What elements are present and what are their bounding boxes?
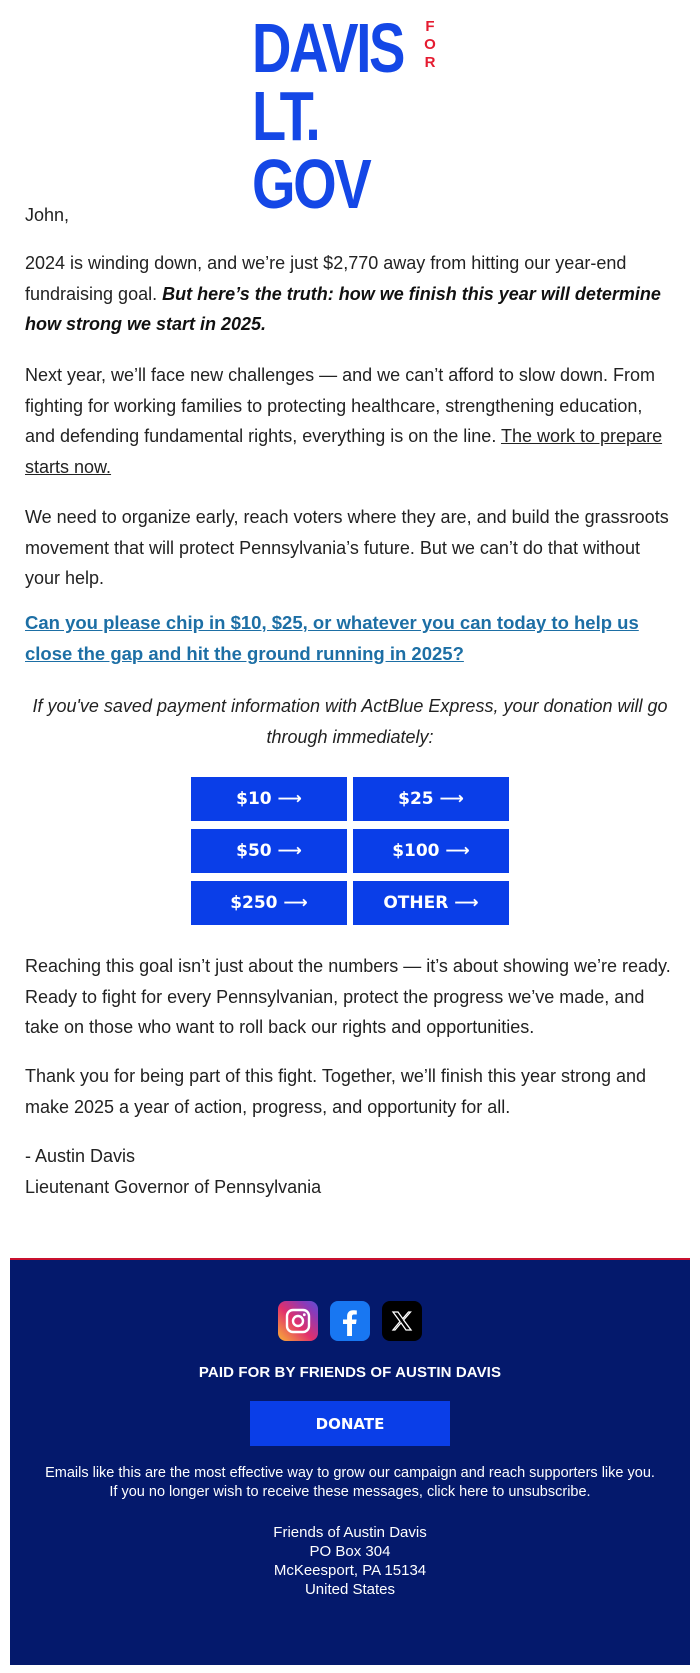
social-links (10, 1301, 690, 1341)
express-note (25, 691, 675, 752)
logo-for-letter: R (424, 54, 436, 71)
paid-for-disclaimer: PAID FOR BY FRIENDS OF AUSTIN DAVIS (198, 1364, 502, 1381)
signature-title: Lieutenant Governor of Pennsylvania (25, 1176, 322, 1197)
logo-for-letter: F (425, 18, 435, 35)
donate-other-button[interactable]: OTHER ⟶ (353, 881, 509, 925)
instagram-icon[interactable] (278, 1301, 318, 1341)
address-line: McKeesport, PA 15134 (273, 1562, 427, 1579)
logo-for (422, 18, 438, 72)
campaign-logo (252, 9, 452, 223)
logo-for-letter: O (424, 36, 436, 53)
logo-ltgov: LT. GOV (252, 77, 370, 223)
paragraph-2 (25, 360, 675, 482)
p5-text: Thank you for being part of this fight. Together, we’ll finish this year strong and make 2025 a year of action, progress, and opportunity for all. (25, 1066, 647, 1117)
donate-100-button[interactable]: $100 ⟶ (353, 829, 509, 873)
p4-text: Reaching this goal isn’t just about the numbers — it’s about showing we’re ready. Ready to fight for every Pennsylvanian, protect the progress we’ve made, and take on those who want to roll back our rights and opportunities. (25, 956, 671, 1037)
donate-250-button[interactable]: $250 ⟶ (191, 881, 347, 925)
mailing-address (10, 1523, 690, 1599)
p2-text: Next year, we’ll face new challenges — and we can’t afford to slow down. From fighting for working families to protecting healthcare, strengthening education, and defending fundamental rights, everything is on the line. (25, 365, 655, 446)
donate-10-button[interactable]: $10 ⟶ (191, 777, 347, 821)
paragraph-1 (25, 248, 675, 340)
cta-donate-link[interactable]: Can you please chip in $10, $25, or whatever you can today to help us close the gap and hit the ground running in 2025? (25, 612, 639, 664)
address-line: United States (304, 1581, 396, 1598)
p1-bold: But here’s the truth: how we finish this year will determine how strong we start in 2025. (25, 283, 661, 334)
paragraph-3 (25, 502, 675, 594)
cta-paragraph (25, 608, 675, 669)
address-line: PO Box 304 (309, 1543, 391, 1560)
salutation (25, 200, 675, 231)
donate-50-button[interactable]: $50 ⟶ (191, 829, 347, 873)
paragraph-4 (25, 951, 675, 1043)
footer-donate-button[interactable]: DONATE (250, 1401, 450, 1446)
salutation-text: John, (25, 205, 70, 225)
footer (10, 1258, 690, 1665)
p3-text: We need to organize early, reach voters where they are, and build the grassroots movement that will protect Pennsylvania’s future. But we can’t do that without your help. (25, 507, 669, 588)
signature (25, 1141, 675, 1202)
express-note-text: If you've saved payment information with ActBlue Express, your donation will go through immediately: (32, 696, 668, 747)
facebook-icon[interactable] (330, 1301, 370, 1341)
paragraph-5 (25, 1061, 675, 1122)
signature-name: - Austin Davis (25, 1146, 136, 1166)
unsubscribe-notice[interactable]: Emails like this are the most effective way to grow our campaign and reach supporters like you. If you no longer wish to receive these messages, click here to unsubscribe. (45, 1465, 655, 1500)
logo-davis: DAVIS (252, 9, 404, 87)
donate-25-button[interactable]: $25 ⟶ (353, 777, 509, 821)
p1-text: 2024 is winding down, and we’re just $2,770 away from hitting our year-end fundraising goal. (25, 253, 627, 304)
address-line: Friends of Austin Davis (273, 1524, 427, 1541)
x-icon[interactable] (382, 1301, 422, 1341)
prepare-link[interactable]: The work to prepare starts now. (25, 426, 663, 477)
